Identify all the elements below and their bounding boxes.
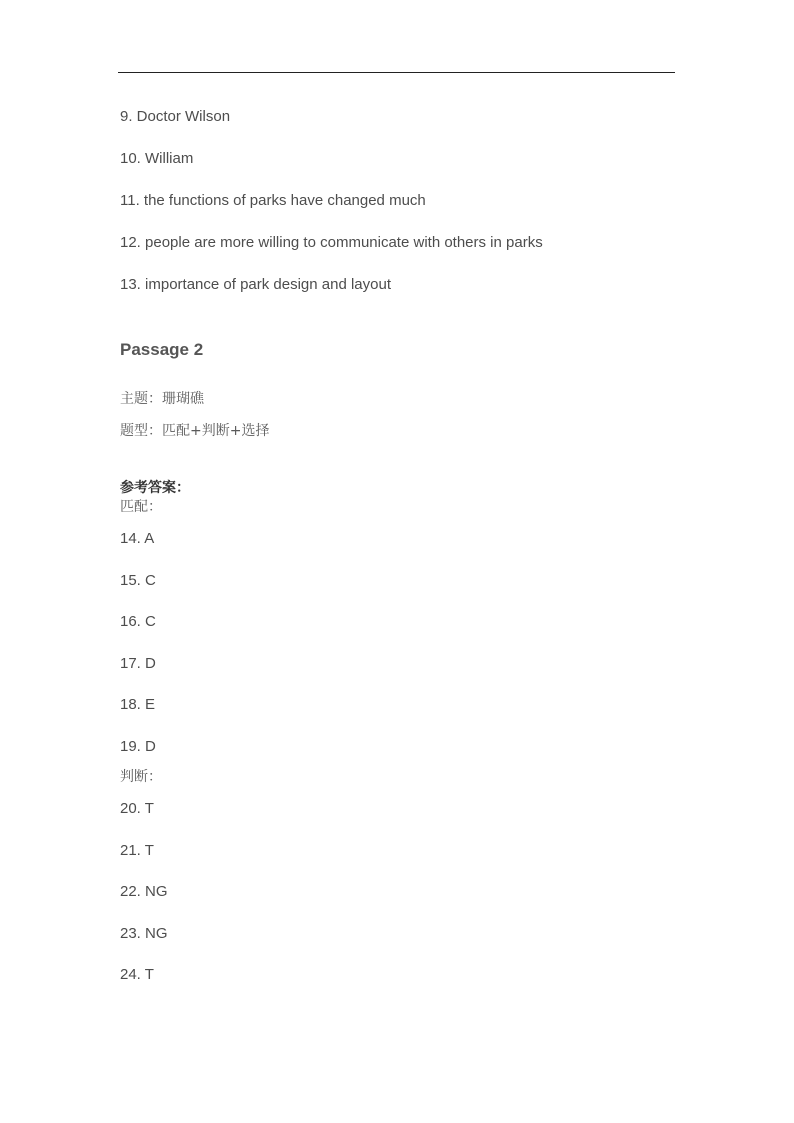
answer-17: 17. D: [120, 655, 156, 672]
answer-23: 23. NG: [120, 925, 168, 942]
answer-11: 11. the functions of parks have changed much: [120, 192, 426, 209]
header-rule: [118, 72, 675, 73]
answer-9: 9. Doctor Wilson: [120, 108, 231, 125]
answer-12: 12. people are more willing to communicate with others in parks: [120, 234, 543, 251]
answer-21: 21. T: [120, 842, 154, 859]
answer-13: 13. importance of park design and layout: [120, 276, 392, 293]
answer-19: 19. D: [120, 738, 156, 755]
answer-22: 22. NG: [120, 883, 168, 900]
passage-question-types: 题型：匹配+判断+选择: [120, 423, 270, 439]
answer-16: 16. C: [120, 613, 156, 630]
answer-15: 15. C: [120, 572, 156, 589]
matching-label: 匹配：: [120, 499, 162, 515]
judgement-label: 判断：: [120, 769, 162, 785]
passage-2-heading: Passage 2: [120, 340, 204, 359]
passage-topic: 主题：珊瑚礁: [120, 391, 204, 407]
reference-answers-label: 参考答案：: [120, 480, 190, 496]
answer-20: 20. T: [120, 800, 154, 817]
answer-14: 14. A: [120, 530, 155, 547]
answer-10: 10. William: [120, 150, 194, 167]
answer-18: 18. E: [120, 696, 156, 713]
answer-24: 24. T: [120, 966, 154, 983]
